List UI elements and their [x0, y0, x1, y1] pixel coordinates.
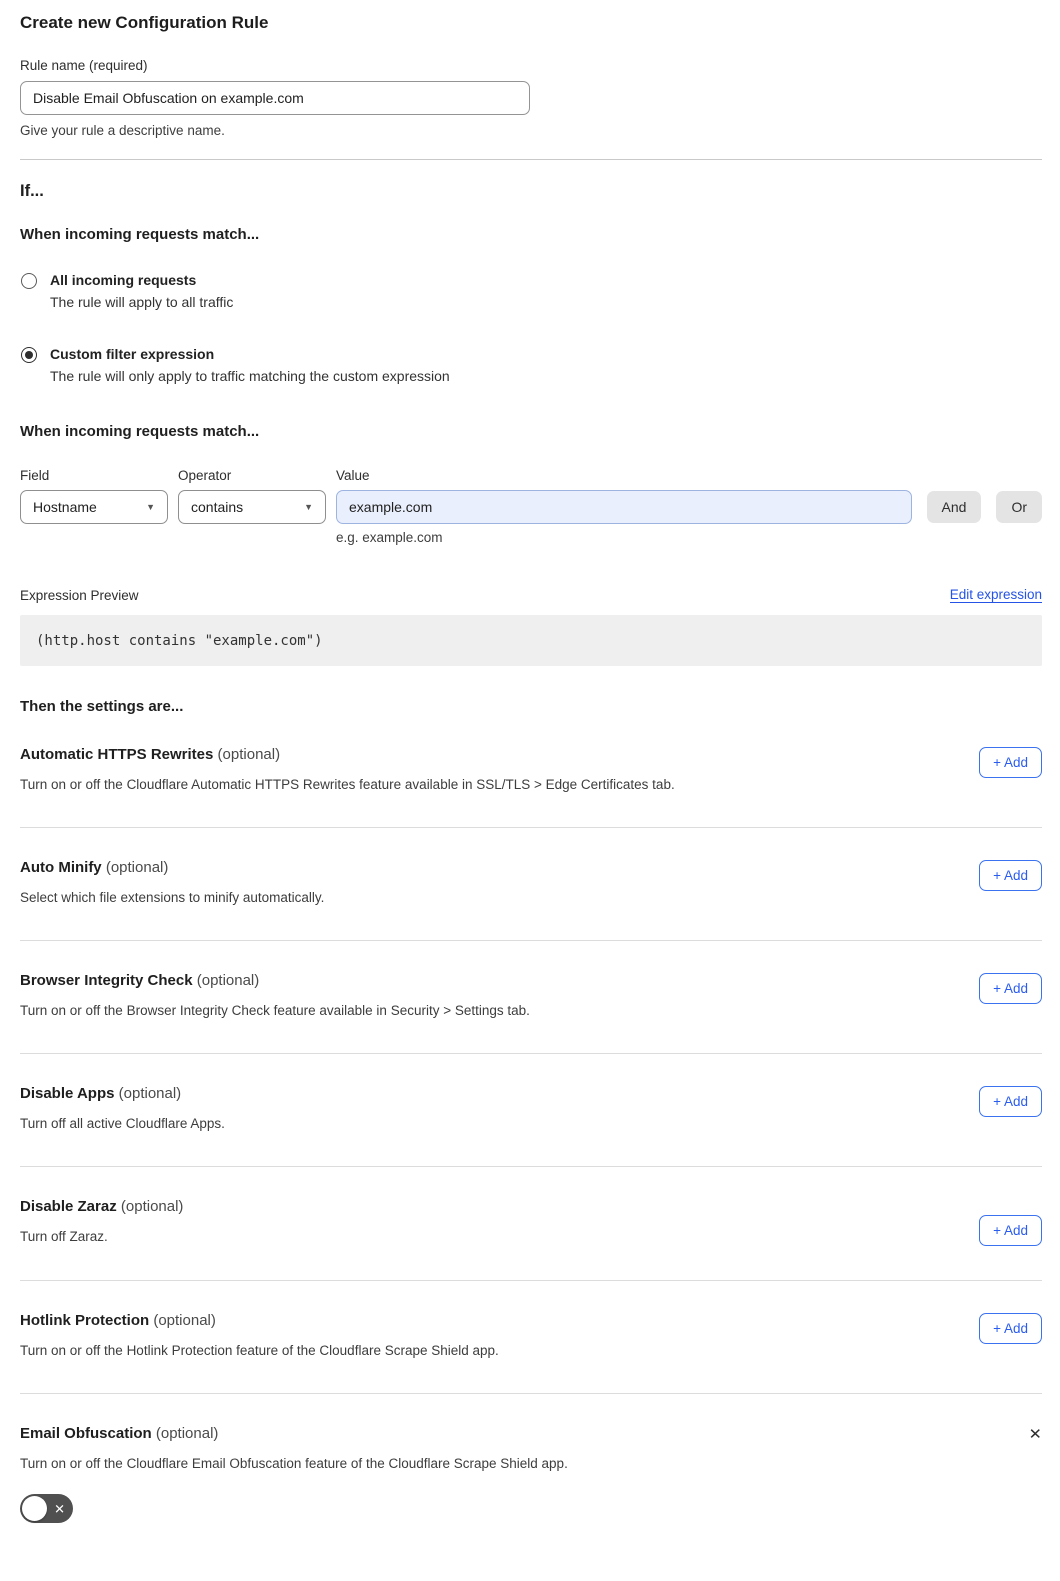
setting-section: [20, 828, 1042, 940]
expression-preview-code: (http.host contains "example.com"): [20, 615, 1042, 666]
radio-option-custom-filter-expression[interactable]: [20, 345, 1042, 385]
value-input[interactable]: [336, 490, 912, 524]
setting-optional-suffix: (optional): [213, 746, 281, 763]
chevron-down-icon: ▼: [304, 502, 313, 512]
radio-button-icon[interactable]: [21, 347, 37, 363]
settings-list: [20, 715, 1042, 1557]
radio-option-label: Custom filter expression: [50, 346, 215, 362]
close-icon[interactable]: ✕: [1028, 1426, 1042, 1443]
add-button[interactable]: + Add: [979, 1313, 1042, 1344]
chevron-down-icon: ▼: [146, 502, 155, 512]
setting-section: [20, 1167, 1042, 1280]
rule-name-input[interactable]: [20, 81, 530, 115]
radio-option-description: The rule will apply to all traffic: [50, 294, 234, 310]
operator-select-value: contains: [191, 499, 244, 515]
add-button[interactable]: + Add: [979, 747, 1042, 778]
setting-optional-suffix: (optional): [114, 1085, 182, 1102]
add-button[interactable]: + Add: [979, 860, 1042, 891]
operator-select[interactable]: [178, 490, 326, 524]
expression-preview-label: Expression Preview: [20, 588, 139, 603]
setting-title: Automatic HTTPS Rewrites: [20, 746, 214, 763]
toggle-off-x-icon: ✕: [54, 1501, 65, 1516]
or-button[interactable]: Or: [996, 491, 1042, 523]
setting-title: Disable Zaraz: [20, 1198, 117, 1215]
field-label: Field: [20, 468, 50, 483]
add-button[interactable]: + Add: [979, 973, 1042, 1004]
then-settings-heading: Then the settings are...: [20, 698, 184, 715]
email-obfuscation-toggle[interactable]: [20, 1494, 73, 1523]
setting-title: Auto Minify: [20, 859, 102, 876]
operator-label: Operator: [178, 468, 232, 483]
setting-title: Disable Apps: [20, 1085, 115, 1102]
setting-section: [20, 1281, 1042, 1393]
toggle-knob: [22, 1496, 47, 1521]
setting-description: Turn on or off the Cloudflare Automatic HTTPS Rewrites feature available in SSL/TLS > Edge Certificates tab.: [20, 777, 675, 792]
setting-description: Turn on or off the Browser Integrity Check feature available in Security > Settings tab.: [20, 1003, 530, 1018]
divider: [20, 159, 1042, 160]
rule-name-helper: Give your rule a descriptive name.: [20, 123, 225, 138]
setting-title: Hotlink Protection: [20, 1312, 150, 1329]
setting-title: Email Obfuscation: [20, 1425, 152, 1442]
setting-optional-suffix: (optional): [101, 859, 169, 876]
setting-description: Turn off all active Cloudflare Apps.: [20, 1116, 225, 1131]
rule-name-block: [20, 58, 1042, 138]
match-heading: When incoming requests match...: [20, 226, 260, 243]
setting-title: Browser Integrity Check: [20, 972, 193, 989]
field-select[interactable]: [20, 490, 168, 524]
rule-name-label: Rule name (required): [20, 58, 148, 73]
setting-optional-suffix: (optional): [151, 1425, 219, 1442]
radio-option-all-incoming-requests[interactable]: [20, 271, 1042, 311]
edit-expression-link[interactable]: Edit expression: [949, 587, 1042, 602]
setting-description: Turn on or off the Cloudflare Email Obfuscation feature of the Cloudflare Scrape Shield app.: [20, 1456, 568, 1471]
if-heading: If...: [20, 182, 44, 200]
setting-description: Turn on or off the Hotlink Protection feature of the Cloudflare Scrape Shield app.: [20, 1343, 499, 1358]
field-select-value: Hostname: [33, 499, 97, 515]
builder-heading: When incoming requests match...: [20, 423, 260, 440]
setting-section: [20, 1394, 1042, 1557]
setting-section: [20, 715, 1042, 827]
page-title: Create new Configuration Rule: [20, 13, 269, 32]
expression-preview-header: [20, 587, 1042, 603]
setting-description: Turn off Zaraz.: [20, 1229, 108, 1244]
setting-section: [20, 941, 1042, 1053]
radio-option-description: The rule will only apply to traffic matching the custom expression: [50, 368, 450, 384]
setting-description: Select which file extensions to minify automatically.: [20, 890, 325, 905]
setting-optional-suffix: (optional): [192, 972, 260, 989]
value-label: Value: [336, 468, 370, 483]
add-button[interactable]: + Add: [979, 1215, 1042, 1246]
radio-button-icon[interactable]: [21, 273, 37, 289]
add-button[interactable]: + Add: [979, 1086, 1042, 1117]
value-helper: e.g. example.com: [336, 530, 443, 545]
and-button[interactable]: And: [927, 491, 982, 523]
radio-option-label: All incoming requests: [50, 272, 197, 288]
setting-optional-suffix: (optional): [116, 1198, 184, 1215]
setting-optional-suffix: (optional): [149, 1312, 216, 1329]
setting-section: [20, 1054, 1042, 1166]
expression-builder-row: [20, 468, 1042, 545]
